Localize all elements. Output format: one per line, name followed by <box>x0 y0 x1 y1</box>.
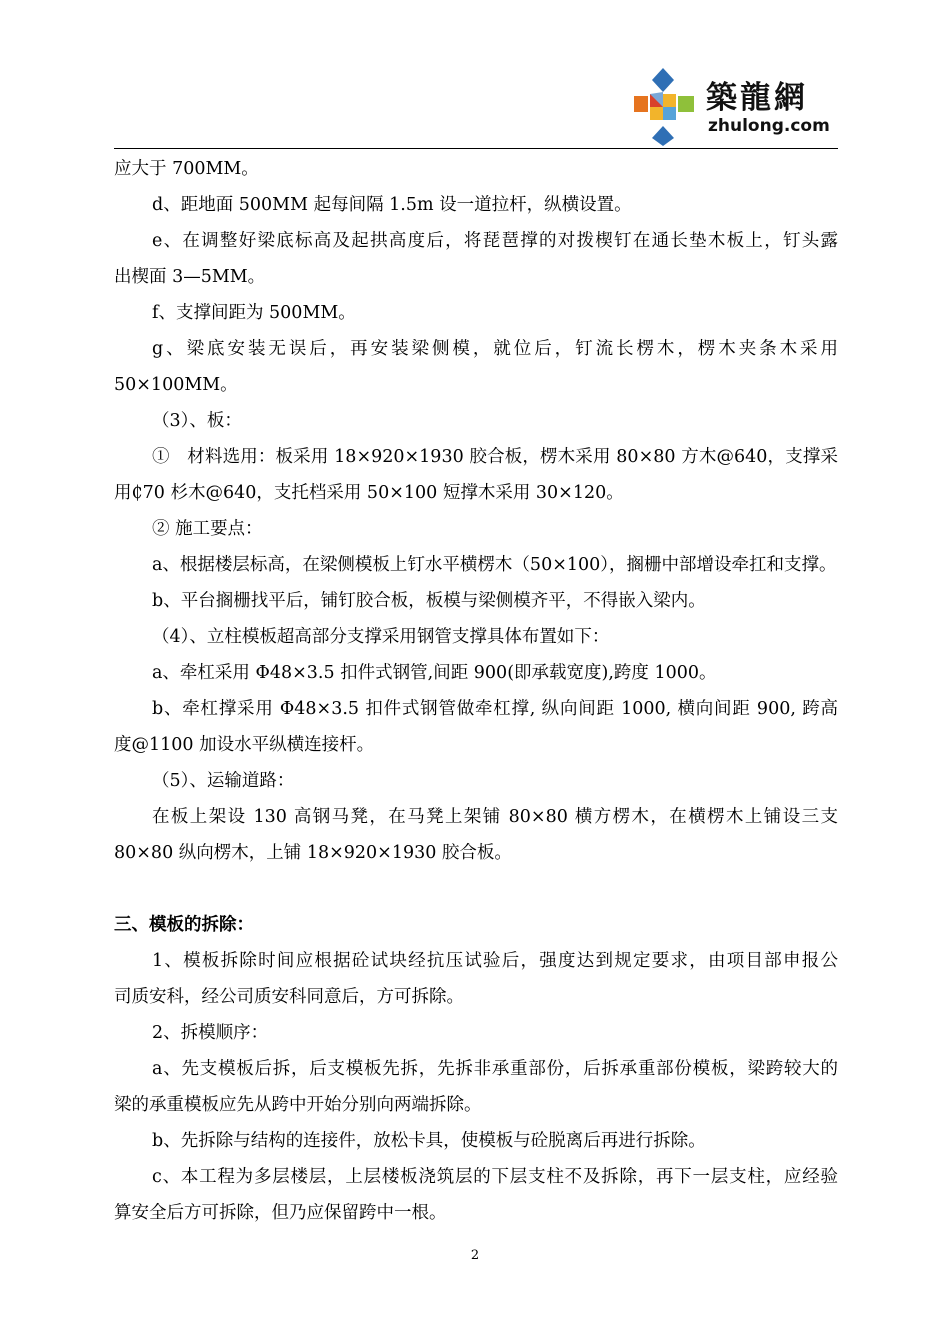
document-body <box>114 151 838 1231</box>
logo-domain: zhulong.com <box>708 116 830 136</box>
paragraph-line: ① 材料选用：板采用 18×920×1930 胶合板，楞木采用 80×80 方木@640，支撑采 <box>152 447 838 467</box>
paragraph-line: b、牵杠撑采用 Φ48×3.5 扣件式钢管做牵杠撑, 纵向间距 1000, 横向间距 900, 跨高 <box>152 699 838 719</box>
paragraph-line: b、先拆除与结构的连接件，放松卡具，使模板与砼脱离后再进行拆除。 <box>152 1131 706 1151</box>
paragraph-line: g、梁底安装无误后，再安装梁侧模，就位后，钉流长楞木，楞木夹条木采用 <box>152 339 838 359</box>
zhulong-logo <box>622 66 842 148</box>
paragraph-line: 用₵70 杉木@640，支托档采用 50×100 短撑木采用 30×120。 <box>114 483 624 503</box>
paragraph-line: 2、拆模顺序： <box>152 1023 269 1043</box>
paragraph-line: a、先支模板后拆，后支模板先拆，先拆非承重部份，后拆承重部份模板，梁跨较大的 <box>152 1059 838 1079</box>
logo-chinese-name: 築龍網 <box>706 80 808 116</box>
paragraph-line: 应大于 700MM。 <box>114 159 259 179</box>
paragraph-line: d、距地面 500MM 起每间隔 1.5m 设一道拉杆，纵横设置。 <box>152 195 632 215</box>
paragraph-line: e、在调整好梁底标高及起拱高度后，将琵琶撑的对拨楔钉在通长垫木板上，钉头露 <box>152 231 838 251</box>
paragraph-line: 梁的承重模板应先从跨中开始分别向两端拆除。 <box>114 1095 482 1115</box>
paragraph-line: 1、模板拆除时间应根据砼试块经抗压试验后，强度达到规定要求，由项目部申报公 <box>152 951 838 971</box>
paragraph-line: 在板上架设 130 高钢马凳，在马凳上架铺 80×80 横方楞木，在横楞木上铺设三支 <box>152 807 838 827</box>
paragraph-line: 度@1100 加设水平纵横连接杆。 <box>114 735 375 755</box>
paragraph-line: 80×80 纵向楞木，上铺 18×920×1930 胶合板。 <box>114 843 512 863</box>
paragraph-line: （5）、运输道路： <box>152 771 295 791</box>
paragraph-line: 司质安科，经公司质安科同意后，方可拆除。 <box>114 987 464 1007</box>
paragraph-line: a、牵杠采用 Φ48×3.5 扣件式钢管,间距 900(即承载宽度),跨度 1000。 <box>152 663 717 683</box>
paragraph-line: 出楔面 3—5MM。 <box>114 267 266 287</box>
page-number: 2 <box>470 1248 480 1263</box>
paragraph-line: 50×100MM。 <box>114 375 238 395</box>
paragraph-line: c、本工程为多层楼层，上层楼板浇筑层的下层支柱不及拆除，再下一层支柱，应经验 <box>152 1167 838 1187</box>
paragraph-line: a、根据楼层标高，在梁侧模板上钉水平横楞木（50×100），搁栅中部增设牵扛和支撑。 <box>152 555 837 575</box>
paragraph-line: f、支撑间距为 500MM。 <box>152 303 356 323</box>
header-divider <box>114 148 838 149</box>
cube-logo-icon <box>622 66 704 148</box>
paragraph-line: ② 施工要点： <box>152 519 263 539</box>
section-heading: 三、模板的拆除： <box>114 915 254 935</box>
paragraph-line: 算安全后方可拆除，但乃应保留跨中一根。 <box>114 1203 447 1223</box>
spacer <box>114 871 838 907</box>
paragraph-line: b、平台搁栅找平后，铺钉胶合板，板模与梁侧模齐平，不得嵌入梁内。 <box>152 591 706 611</box>
paragraph-line: （3）、板： <box>152 411 242 431</box>
paragraph-line: （4）、立柱模板超高部分支撑采用钢管支撑具体布置如下： <box>152 627 610 647</box>
